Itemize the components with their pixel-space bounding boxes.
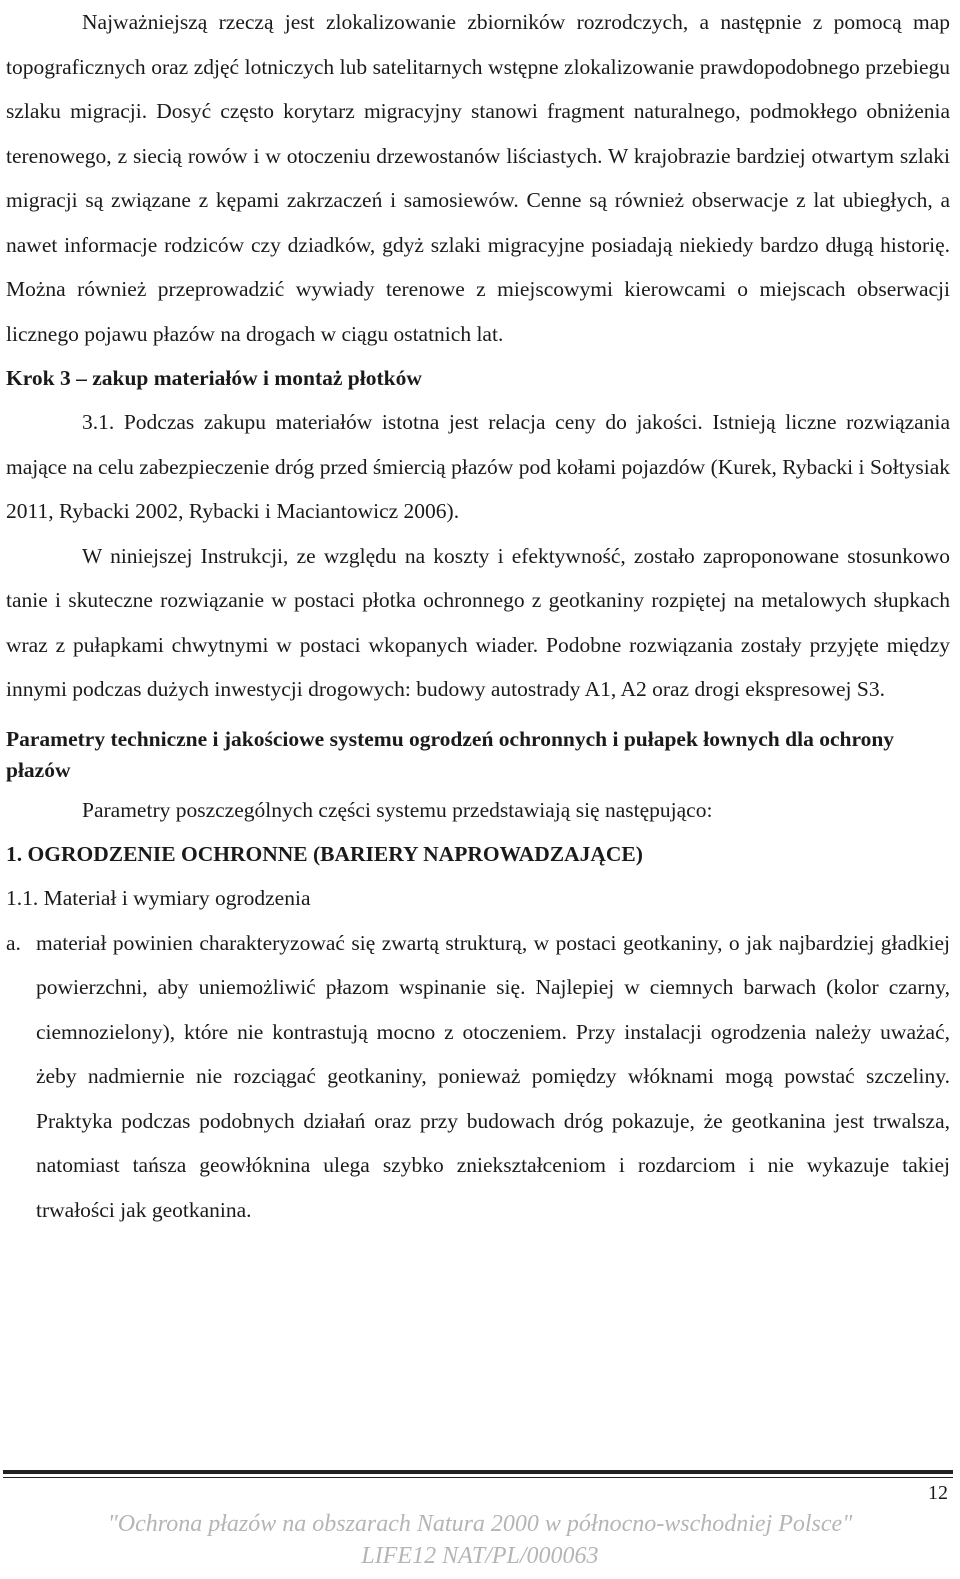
footer-divider-thick	[3, 1470, 953, 1474]
footer-project-code: LIFE12 NAT/PL/000063	[361, 1543, 599, 1569]
list-item-a-text: materiał powinien charakteryzować się zwartą strukturą, w postaci geotkaniny, o jak najbardziej gładkiej powierzchni, aby uniemożliwić płazom wspinanie się. Najlepiej w ciemnych barwach (kolor czarny, ciemnozielony), które nie kontrastują mocno z otoczeniem. Przy instalacji ogrodzenia należy uważać, żeby nadmiernie nie rozciągać geotkaniny, ponieważ pomiędzy włóknami mogą powstać szczeliny. Praktyka podczas podobnych działań oraz przy budowach dróg pokazuje, że geotkanina jest trwalsza, natomiast tańsza geowłóknina ulega szybko zniekształceniom i rozdarciom i nie wykazuje takiej trwałości jak geotkanina.	[36, 930, 950, 1222]
paragraph-instruction-solution: W niniejszej Instrukcji, ze względu na koszty i efektywność, zostało zaproponowane stosunkowo tanie i skuteczne rozwiązanie w postaci płotka ochronnego z geotkaniny rozpiętej na metalowych słupkach wraz z pułapkami chwytnymi w postaci wkopanych wiader. Podobne rozwiązania zostały przyjęte między innymi podczas dużych inwestycji drogowych: budowy autostrady A1, A2 oraz drogi ekspresowej S3.	[6, 543, 950, 701]
paragraph-parameters-intro: Parametry poszczególnych części systemu przedstawiają się następująco:	[82, 797, 713, 822]
paragraph-migration-routes: Najważniejszą rzeczą jest zlokalizowanie zbiorników rozrodczych, a następnie z pomocą map topograficznych oraz zdjęć lotniczych lub satelitarnych wstępne zlokalizowanie prawdopodobnego przebiegu szlaku migracji. Dosyć często korytarz migracyjny stanowi fragment naturalnego, podmokłego obniżenia terenowego, z siecią rowów i w otoczeniu drzewostanów liściastych. W krajobrazie bardziej otwartym szlaki migracji są związane z kępami zakrzaczeń i samosiewów. Cenne są również obserwacje z lat ubiegłych, a nawet informacje rodziców czy dziadków, gdyż szlaki migracyjne posiadają niekiedy bardzo długą historię. Można również przeprowadzić wywiady terenowe z miejscowymi kierowcami o miejscach obserwacji licznego pojawu płazów na drogach w ciągu ostatnich lat.	[6, 10, 950, 346]
list-item-a	[6, 921, 950, 1233]
page-number: 12	[928, 1482, 948, 1504]
fence-heading: 1. OGRODZENIE OCHRONNE (BARIERY NAPROWADZAJĄCE)	[6, 842, 643, 866]
technical-parameters-heading: Parametry techniczne i jakościowe systemu ogrodzeń ochronnych i pułapek łownych dla ochrony płazów	[6, 726, 895, 782]
footer-project-title: "Ochrona płazów na obszarach Natura 2000 w północno-wschodniej Polsce"	[107, 1511, 853, 1537]
paragraph-materials-purchase: 3.1. Podczas zakupu materiałów istotna jest relacja ceny do jakości. Istnieją liczne rozwiązania mające na celu zabezpieczenie dróg przed śmiercią płazów pod kołami pojazdów (Kurek, Rybacki i Sołtysiak 2011, Rybacki 2002, Rybacki i Maciantowicz 2006).	[6, 410, 950, 523]
step3-heading: Krok 3 – zakup materiałów i montaż płotków	[6, 366, 422, 390]
document-page	[6, 0, 950, 1232]
list-marker-a: a.	[6, 930, 21, 955]
material-dimensions-heading: 1.1. Materiał i wymiary ogrodzenia	[6, 886, 311, 910]
footer-divider-thin	[3, 1477, 953, 1478]
